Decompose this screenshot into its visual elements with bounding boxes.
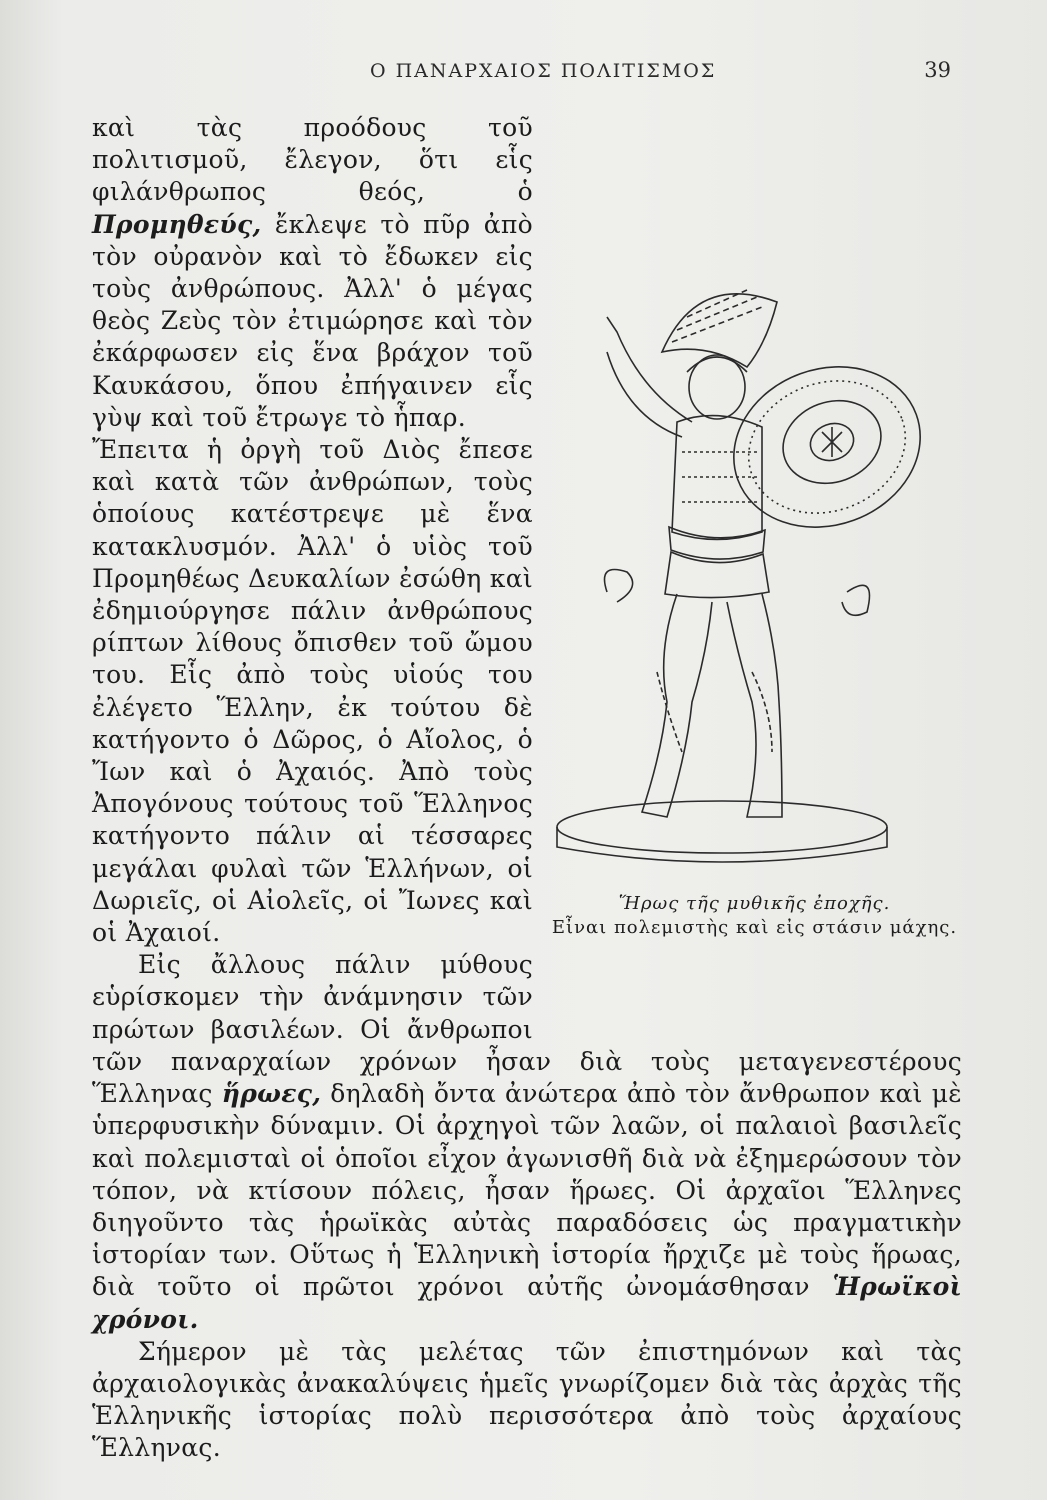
term-prometheus: Προμηθεύς, <box>92 209 262 239</box>
term-heroes: ἥρωες, <box>221 1079 322 1109</box>
running-title: Ο ΠΑΝΑΡΧΑΙΟΣ ΠΟΛΙΤΙΣΜΟΣ <box>370 60 717 82</box>
paragraph-prometheus: καὶ τὰς προόδους τοῦ πολιτισμοῦ, ἔλεγον, ὅτι εἷς φιλάνθρωπος θεός, ὁ Προμηθεύς, ἔκλεψε τὸ πῦρ ἀπὸ τὸν οὐρανὸν καὶ τὸ ἔδωκεν εἰς τοὺς ἀνθρώπους. Ἀλλ' ὁ μέγας θεὸς Ζεὺς τὸν ἐτιμώρησε καὶ τὸν ἐκάρφωσεν εἰς ἕνα βράχον τοῦ Καυκάσου, ὅπου ἐπήγαινεν εἷς γὺψ καὶ τοῦ ἔτρωγε τὸ ἧπαρ. <box>92 113 533 432</box>
caption-text: Εἶναι πολεμιστὴς καὶ εἰς στάσιν μάχης. <box>551 917 958 938</box>
figure <box>547 272 962 1029</box>
main-text <box>92 112 962 1465</box>
paragraph-today: Σήμερον μὲ τὰς μελέτας τῶν ἐπιστημόνων καὶ τὰς ἀρχαιολογικὰς ἀνακαλύψεις ἡμεῖς γνωρίζομεν διὰ τὰς ἀρχὰς τῆς Ἑλληνικῆς ἱστορίας πολὺ περισσότερα ἀπὸ τοὺς ἀρχαίους Ἕλληνας. <box>92 1336 962 1463</box>
paragraph-heroes: Εἰς ἄλλους πάλιν μύθους εὑρίσκομεν τὴν ἀνάμνησιν τῶν πρώτων βασιλέων. Οἱ ἄνθρωποι τῶν παναρχαίων χρόνων ἦσαν διὰ τοὺς μεταγενεστέρους Ἕλληνας ἥρωες, δηλαδὴ ὄντα ἀνώτερα ἀπὸ τὸν ἄνθρωπον καὶ μὲ ὑπερφυσικὴν δύναμιν. Οἱ ἀρχηγοὶ τῶν λαῶν, οἱ παλαιοὶ βασιλεῖς καὶ πολεμισταὶ οἱ ὁποῖοι εἶχον ἀγωνισθῆ διὰ νὰ ἐξημερώσουν τὸν τόπον, νὰ κτίσουν πόλεις, ἦσαν ἥρωες. Οἱ ἀρχαῖοι Ἕλληνες διηγοῦντο τὰς ἡρωϊκὰς αὐτὰς παραδόσεις ὡς πραγματικὴν ἱστορίαν των. Οὕτως ἡ Ἑλληνικὴ ἱστορία ἤρχιζε μὲ τοὺς ἥρωας, διὰ τοῦτο οἱ πρῶτοι χρόνοι αὐτῆς ὠνομάσθησαν Ἡρωϊκοὶ χρόνοι. <box>92 950 962 1334</box>
term-heroic-age: Ἡρωϊκοὶ χρόνοι. <box>92 1272 962 1334</box>
paragraph-deucalion: Ἔπειτα ἡ ὀργὴ τοῦ Διὸς ἔπεσε καὶ κατὰ τῶν ἀνθρώπων, τοὺς ὁποίους κατέστρεψε μὲ ἕνα κατακλυσμόν. Ἀλλ' ὁ υἱὸς τοῦ Προμηθέως Δευκαλίων ἐσώθη καὶ ἐδημιούργησε πάλιν ἀνθρώπους ρίπτων λίθους ὄπισθεν τοῦ ὤμου του. Εἷς ἀπὸ τοὺς υἱούς του ἐλέγετο Ἕλλην, ἐκ τούτου δὲ κατήγοντο ὁ Δῶρος, ὁ Αἴολος, ὁ Ἴων καὶ ὁ Ἀχαιός. Ἀπὸ τοὺς Ἀπογόνους τούτους τοῦ Ἕλληνος κατήγοντο πάλιν αἱ τέσσαρες μεγάλαι φυλαὶ τῶν Ἑλλήνων, οἱ Δωριεῖς, οἱ Αἰολεῖς, οἱ Ἴωνες καὶ οἱ Ἀχαιοί. <box>92 435 533 948</box>
page-header <box>0 58 1047 88</box>
hoplite-warrior-illustration <box>547 272 962 872</box>
caption-title: Ἥρως τῆς μυθικῆς ἐποχῆς. <box>618 893 891 914</box>
page-number: 39 <box>924 58 951 82</box>
figure-caption <box>547 892 962 940</box>
